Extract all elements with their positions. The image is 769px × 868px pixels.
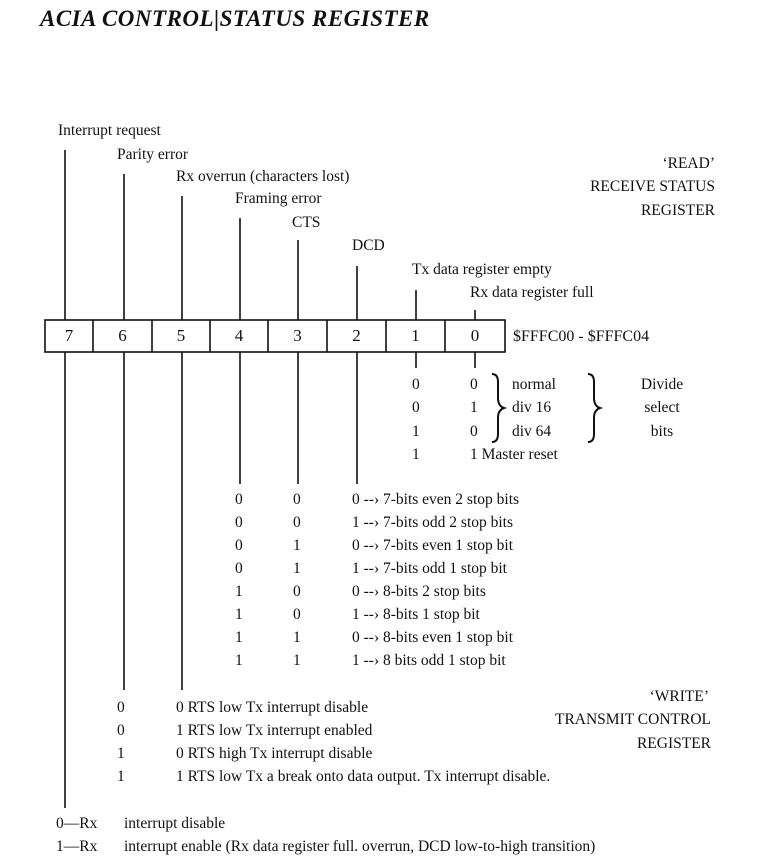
divide-row-1-mode: normal [512, 376, 556, 393]
read-register: REGISTER [640, 202, 715, 219]
divide-row-3-b0: 0 [470, 423, 478, 440]
tx-row-b6: 0 [117, 722, 125, 739]
word-row-b4: 1 [235, 652, 243, 669]
tx-row-desc: 1 RTS low Tx a break onto data output. Tx interrupt disable. [176, 768, 551, 785]
divide-desc-1: Divide [640, 376, 684, 393]
word-row-desc: 1 --› 8 bits odd 1 stop bit [352, 652, 506, 669]
master-reset-label: 1 Master reset [470, 446, 558, 463]
bit-cell-1: 1 [411, 326, 420, 345]
divide-row-3-mode: div 64 [512, 423, 552, 440]
word-row-b4: 0 [235, 537, 243, 554]
brace-right-icon [588, 374, 600, 442]
word-row-b3: 0 [293, 583, 301, 600]
word-row-desc: 0 --› 8-bits 2 stop bits [352, 583, 486, 600]
label-tx-data-register-empty: Tx data register empty [412, 261, 552, 278]
word-row-b4: 1 [235, 629, 243, 646]
diagram-title: ACIA CONTROL|STATUS REGISTER [40, 6, 430, 31]
rx-int-row-desc: interrupt disable [124, 815, 226, 832]
label-framing-error: Framing error [235, 190, 322, 207]
rx-int-row-val: 0—Rx [56, 815, 98, 832]
bit-cell-5: 5 [176, 326, 186, 345]
word-row-desc: 1 --› 7-bits odd 1 stop bit [352, 560, 507, 577]
word-row-desc: 1 --› 8-bits 1 stop bit [352, 606, 480, 623]
divide-desc-2: select [644, 399, 680, 416]
tx-row-desc: 0 RTS high Tx interrupt disable [176, 745, 373, 762]
word-row-b4: 1 [235, 606, 243, 623]
tx-row-desc: 1 RTS low Tx interrupt enabled [176, 722, 373, 739]
word-row-desc: 0 --› 7-bits even 2 stop bits [352, 491, 520, 508]
bit-cell-0: 0 [470, 326, 480, 345]
write-register: REGISTER [636, 735, 711, 752]
rx-int-row-desc: interrupt enable (Rx data register full. overrun, DCD low-to-high transition) [124, 838, 596, 855]
divide-row-3-b1: 1 [412, 423, 420, 440]
word-row-b4: 0 [235, 491, 243, 508]
divide-row-1-b0: 0 [470, 376, 478, 393]
bit-cell-2: 2 [352, 326, 361, 345]
label-dcd: DCD [352, 237, 385, 254]
word-row-b3: 0 [293, 491, 301, 508]
tx-row-b6: 1 [117, 768, 125, 785]
tx-row-b6: 0 [117, 699, 125, 716]
label-parity-error: Parity error [117, 146, 189, 163]
read-title: ‘READ’ [662, 155, 715, 172]
brace-left-icon [492, 374, 504, 442]
label-rx-data-register-full: Rx data register full [470, 284, 594, 301]
bit-cell-4: 4 [234, 326, 244, 345]
label-interrupt-request: Interrupt request [58, 122, 161, 139]
divide-row-1-b1: 0 [412, 376, 420, 393]
word-row-b3: 1 [293, 652, 301, 669]
label-cts: CTS [292, 214, 321, 231]
divide-row-2-b1: 0 [412, 399, 420, 416]
divide-row-2-b0: 1 [470, 399, 478, 416]
write-title: ‘WRITE’ [649, 688, 709, 705]
word-row-desc: 0 --› 8-bits even 1 stop bit [352, 629, 514, 646]
divide-desc-3: bits [650, 423, 674, 440]
label-rx-overrun: Rx overrun (characters lost) [176, 168, 350, 185]
word-row-desc: 0 --› 7-bits even 1 stop bit [352, 537, 514, 554]
read-subtitle: RECEIVE STATUS [590, 178, 715, 195]
word-row-b3: 0 [293, 514, 301, 531]
rx-int-row-val: 1—Rx [56, 838, 98, 855]
word-row-desc: 1 --› 7-bits odd 2 stop bits [352, 514, 514, 531]
write-subtitle: TRANSMIT CONTROL [554, 711, 711, 728]
word-row-b4: 0 [235, 514, 243, 531]
word-row-b4: 1 [235, 583, 243, 600]
bit-cell-3: 3 [293, 326, 302, 345]
word-row-b3: 1 [293, 537, 301, 554]
tx-row-desc: 0 RTS low Tx interrupt disable [176, 699, 369, 716]
bit-cell-6: 6 [118, 326, 127, 345]
register-address: $FFFC00 - $FFFC04 [513, 328, 650, 345]
word-row-b4: 0 [235, 560, 243, 577]
bit-cell-7: 7 [64, 326, 74, 345]
divide-row-2-mode: div 16 [512, 399, 552, 416]
tx-row-b6: 1 [117, 745, 125, 762]
word-row-b3: 1 [293, 629, 301, 646]
master-reset-b1: 1 [412, 446, 420, 463]
word-row-b3: 0 [293, 606, 301, 623]
word-row-b3: 1 [293, 560, 301, 577]
